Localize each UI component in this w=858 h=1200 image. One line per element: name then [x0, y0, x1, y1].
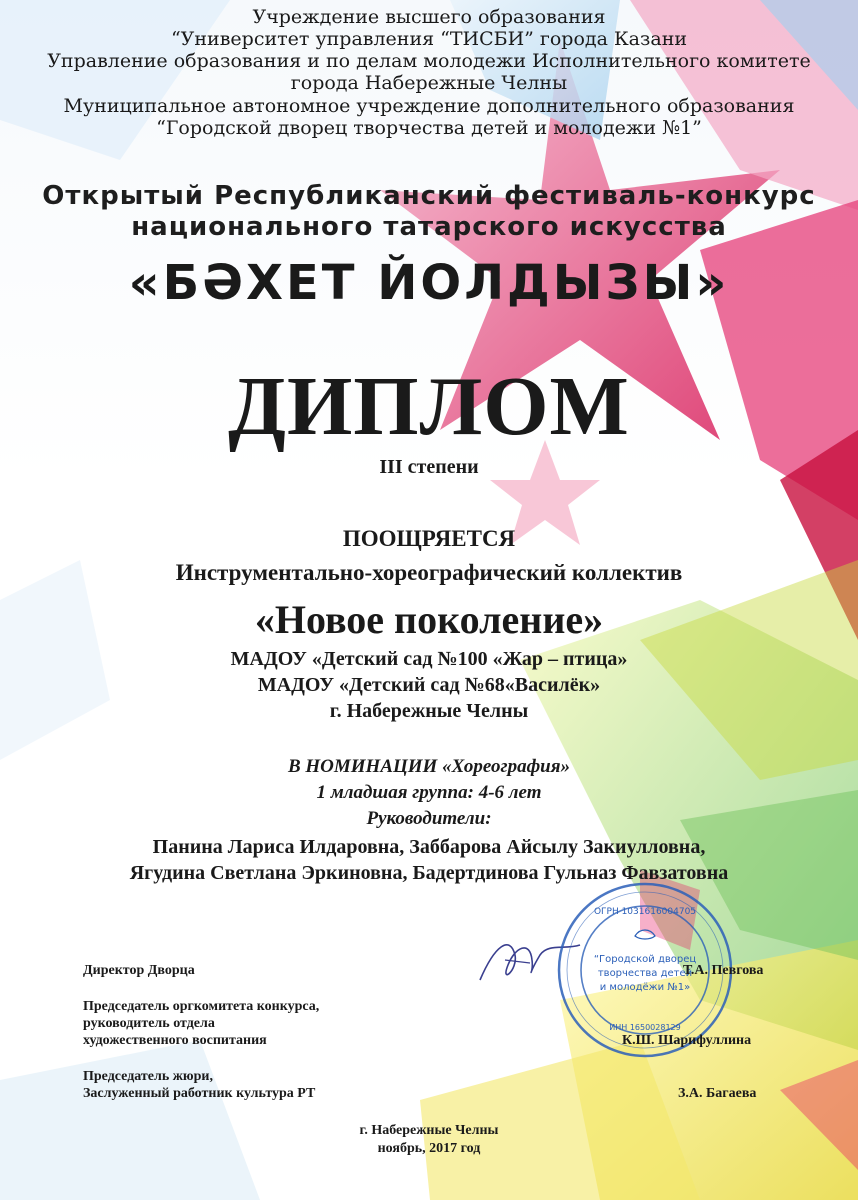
jury-title-block: [83, 1068, 315, 1102]
director-name: Т.А. Певгова: [683, 963, 764, 978]
leaders-label: Руководители:: [366, 808, 492, 829]
chair-name-block: [622, 1032, 751, 1049]
header-palace: “Городской дворец творчества детей и молодежи №1”: [156, 117, 702, 139]
award-collective: Инструментально-хореографический коллектив: [175, 560, 683, 585]
chair-title-block: [83, 998, 319, 1049]
header-institution: Учреждение высшего образования: [252, 6, 606, 28]
stamp-ogrn: ОГРН 1031616004705: [593, 907, 697, 917]
header-university: “Университет управления “ТИСБИ” города Казани: [170, 28, 688, 50]
festival-name: «БӘХЕТ ЙОЛДЫЗЫ»: [128, 255, 730, 311]
director-title: Директор Дворца: [83, 963, 195, 978]
award-org1: МАДОУ «Детский сад №100 «Жар – птица»: [230, 648, 628, 670]
director-name-block: [683, 962, 763, 979]
leaders-line1: Панина Лариса Илдаровна, Заббарова Айсылу Закиулловна,: [152, 836, 706, 858]
footer-city: г. Набережные Челны: [359, 1123, 499, 1138]
jury-line2: Заслуженный работник культура РТ: [83, 1086, 316, 1101]
festival-line1: Открытый Республиканский фестиваль-конкурс: [42, 181, 816, 211]
festival-line2: национального татарского искусства: [131, 212, 727, 242]
award-encouraged: ПООЩРЯЕТСЯ: [342, 526, 516, 551]
director-title-block: [83, 962, 195, 979]
nomination-group: 1 младшая группа: 4-6 лет: [316, 782, 542, 803]
header-department: Управление образования и по делам молодежи Исполнительного комитете: [47, 50, 811, 72]
stamp-line2: творчества детей: [597, 968, 693, 979]
nomination-label: В НОМИНАЦИИ «Хореография»: [287, 756, 571, 777]
jury-name: З.А. Багаева: [678, 1086, 757, 1101]
award-org2: МАДОУ «Детский сад №68«Василёк»: [257, 674, 601, 696]
header-municipal: Муниципальное автономное учреждение дополнительного образования: [63, 95, 795, 117]
diploma-degree: III степени: [379, 456, 479, 478]
stamp-line3: и молодёжи №1»: [599, 982, 691, 993]
stamp-line1: “Городской дворец: [593, 954, 697, 965]
award-city: г. Набережные Челны: [329, 700, 529, 722]
chair-line3: художественного воспитания: [83, 1033, 267, 1048]
jury-line1: Председатель жюри,: [83, 1069, 213, 1084]
diploma-title: ДИПЛОМ: [228, 360, 630, 453]
jury-name-block: [678, 1085, 756, 1102]
chair-line2: руководитель отдела: [83, 1016, 215, 1031]
header-city: города Набережные Челны: [290, 72, 568, 94]
leaders-line2: Ягудина Светлана Эркиновна, Бадертдинова Гульназ Фавзатовна: [129, 862, 729, 884]
chair-name: К.Ш. Шарифуллина: [622, 1033, 752, 1048]
award-name: «Новое поколение»: [254, 597, 604, 642]
footer-date: ноябрь, 2017 год: [377, 1141, 481, 1156]
stamp-inn: ИНН 1650028129: [609, 1023, 681, 1032]
chair-line1: Председатель оргкомитета конкурса,: [83, 999, 320, 1014]
